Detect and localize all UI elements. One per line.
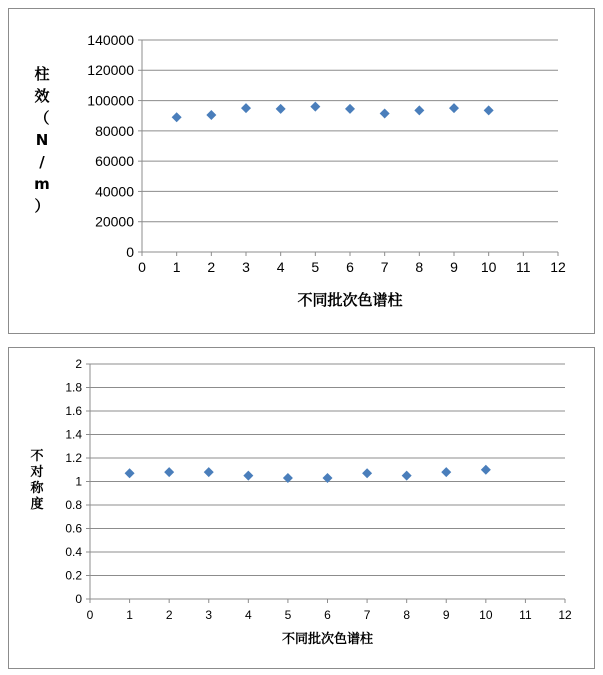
x-tick-label: 1 bbox=[126, 608, 133, 622]
data-point bbox=[484, 105, 494, 115]
x-tick-label: 9 bbox=[450, 259, 458, 275]
y-tick-label: 1 bbox=[75, 474, 82, 489]
y-tick-label: 140000 bbox=[87, 31, 134, 48]
y-tick-label: 0.4 bbox=[65, 545, 82, 560]
y-tick-label: 0 bbox=[126, 243, 134, 260]
x-tick-label: 2 bbox=[207, 259, 216, 275]
x-tick-label: 5 bbox=[284, 608, 292, 622]
x-tick-label: 5 bbox=[311, 259, 320, 275]
x-tick-label: 4 bbox=[244, 608, 252, 622]
x-tick-label: 10 bbox=[480, 259, 497, 275]
data-point bbox=[402, 471, 412, 481]
x-axis-label: 不同批次色谱柱 bbox=[297, 291, 403, 309]
y-tick-label: 0.2 bbox=[65, 568, 82, 583]
y-tick-label: 1.4 bbox=[65, 427, 82, 442]
data-point bbox=[310, 102, 320, 112]
x-axis-label: 不同批次色谱柱 bbox=[281, 632, 374, 647]
x-tick-label: 6 bbox=[346, 259, 354, 275]
column-efficiency-chart bbox=[9, 9, 594, 333]
data-point bbox=[441, 467, 451, 477]
data-point bbox=[380, 108, 390, 118]
y-tick-label: 0.8 bbox=[65, 498, 82, 513]
y-axis-label: 柱效（ N / m ） bbox=[34, 65, 50, 215]
y-axis-label: 不对称度 bbox=[30, 449, 44, 512]
data-point bbox=[414, 105, 424, 115]
x-tick-label: 2 bbox=[165, 608, 173, 622]
x-tick-label: 7 bbox=[380, 259, 389, 275]
x-tick-label: 0 bbox=[138, 259, 146, 275]
y-tick-label: 40000 bbox=[95, 183, 134, 200]
y-tick-label: 60000 bbox=[95, 153, 134, 170]
data-point bbox=[449, 103, 459, 113]
x-tick-label: 1 bbox=[172, 259, 181, 275]
x-tick-label: 11 bbox=[516, 259, 531, 275]
data-point bbox=[164, 467, 174, 477]
x-tick-label: 10 bbox=[479, 608, 493, 622]
data-point bbox=[204, 467, 214, 477]
x-tick-label: 7 bbox=[363, 608, 371, 622]
x-tick-label: 8 bbox=[403, 608, 411, 622]
chart-panel-column-efficiency bbox=[8, 8, 595, 334]
y-tick-label: 1.2 bbox=[65, 451, 82, 466]
y-tick-label: 2 bbox=[75, 357, 82, 372]
y-tick-label: 100000 bbox=[87, 92, 134, 109]
y-tick-label: 80000 bbox=[95, 122, 134, 139]
y-tick-label: 1.6 bbox=[65, 404, 82, 419]
y-tick-label: 120000 bbox=[87, 62, 134, 79]
x-tick-label: 0 bbox=[86, 608, 94, 622]
data-point bbox=[241, 103, 251, 113]
x-tick-label: 3 bbox=[242, 259, 250, 275]
x-tick-label: 3 bbox=[205, 608, 213, 622]
data-point bbox=[172, 112, 182, 122]
y-tick-label: 20000 bbox=[95, 213, 134, 230]
data-point bbox=[481, 465, 491, 475]
asymmetry-chart bbox=[9, 348, 594, 668]
y-tick-label: 1.8 bbox=[65, 380, 82, 395]
x-tick-label: 11 bbox=[519, 608, 532, 622]
data-point bbox=[206, 110, 216, 120]
y-tick-label: 0 bbox=[75, 592, 82, 607]
y-tick-label: 0.6 bbox=[65, 521, 82, 536]
data-point bbox=[243, 471, 253, 481]
x-tick-label: 9 bbox=[442, 608, 450, 622]
data-point bbox=[345, 104, 355, 114]
x-tick-label: 4 bbox=[276, 259, 285, 275]
x-tick-label: 12 bbox=[558, 608, 572, 622]
x-tick-label: 12 bbox=[550, 259, 566, 275]
data-point bbox=[125, 468, 135, 478]
data-point bbox=[276, 104, 286, 114]
x-tick-label: 6 bbox=[324, 608, 331, 622]
x-tick-label: 8 bbox=[415, 259, 424, 275]
chart-panel-asymmetry bbox=[8, 347, 595, 669]
data-point bbox=[362, 468, 372, 478]
